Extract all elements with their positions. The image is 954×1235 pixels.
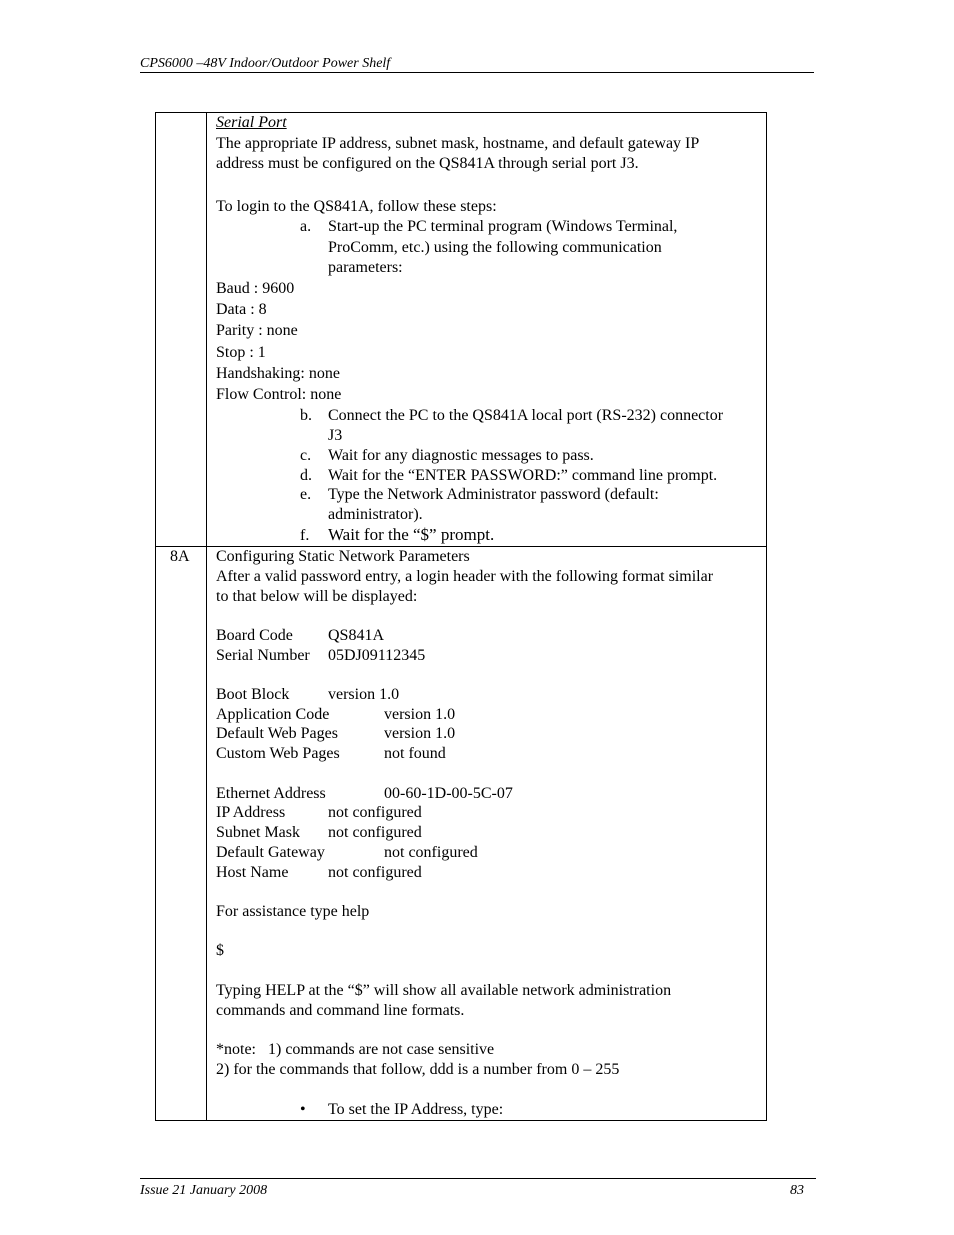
login-intro: To login to the QS841A, follow these steps: (216, 198, 497, 215)
static-network-heading: Configuring Static Network Parameters (216, 548, 470, 565)
table-border-right (766, 112, 767, 1121)
subnet-mask-value: not configured (328, 824, 422, 841)
footer-issue: Issue 21 January 2008 (140, 1183, 268, 1198)
default-web-pages-label: Default Web Pages (216, 725, 338, 742)
bullet-icon: • (300, 1101, 306, 1118)
header-rule (140, 72, 814, 73)
table-border-left (155, 112, 156, 1121)
serial-number-value: 05DJ09112345 (328, 647, 426, 664)
host-name-value: not configured (328, 864, 422, 881)
bullet-text: To set the IP Address, type: (328, 1101, 504, 1118)
step-f-text: Wait for the “$” prompt. (328, 525, 495, 544)
step-d-marker: d. (300, 467, 312, 484)
step-e-line-2: administrator). (328, 506, 423, 523)
assistance-text: For assistance type help (216, 903, 370, 920)
table-column-divider (206, 112, 207, 1121)
host-name-label: Host Name (216, 864, 289, 881)
step-a-line-3: parameters: (328, 259, 403, 276)
param-flow-control: Flow Control: none (216, 386, 342, 403)
ip-address-value: not configured (328, 804, 422, 821)
step-b-line-1: Connect the PC to the QS841A local port (RS-232) connector (328, 407, 724, 424)
note-line-2: 2) for the commands that follow, ddd is a number from 0 – 255 (216, 1061, 620, 1078)
instruction-table (155, 112, 767, 1121)
custom-web-pages-label: Custom Web Pages (216, 745, 340, 762)
step-d-text: Wait for the “ENTER PASSWORD:” command line prompt. (328, 467, 718, 484)
row-label-8a: 8A (170, 548, 190, 565)
footer-rule (140, 1178, 816, 1179)
step-b-marker: b. (300, 407, 312, 424)
param-data: Data : 8 (216, 301, 267, 318)
serial-port-heading: Serial Port (216, 114, 287, 131)
help-line-1: Typing HELP at the “$” will show all available network administration (216, 982, 672, 999)
help-line-2: commands and command line formats. (216, 1002, 465, 1019)
ethernet-address-label: Ethernet Address (216, 785, 326, 802)
step-a-line-2: ProComm, etc.) using the following communication (328, 239, 662, 256)
serial-number-label: Serial Number (216, 647, 310, 664)
step-a-line-1: Start-up the PC terminal program (Windows Terminal, (328, 218, 678, 235)
footer-page-number: 83 (790, 1183, 804, 1198)
step-e-marker: e. (300, 486, 312, 503)
step-e-line-1: Type the Network Administrator password (default: (328, 486, 659, 503)
board-code-label: Board Code (216, 627, 293, 644)
default-web-pages-value: version 1.0 (384, 725, 456, 742)
default-gateway-label: Default Gateway (216, 844, 325, 861)
param-stop: Stop : 1 (216, 344, 266, 361)
param-handshaking: Handshaking: none (216, 365, 340, 382)
step-c-text: Wait for any diagnostic messages to pass. (328, 447, 594, 464)
custom-web-pages-value: not found (384, 745, 446, 762)
param-baud: Baud : 9600 (216, 280, 295, 297)
table-border-bottom (155, 1120, 767, 1121)
row2-intro-line-2: to that below will be displayed: (216, 588, 418, 605)
ethernet-address-value: 00-60-1D-00-5C-07 (384, 785, 513, 802)
param-parity: Parity : none (216, 322, 298, 339)
header-title: CPS6000 –48V Indoor/Outdoor Power Shelf (140, 56, 391, 71)
step-c-marker: c. (300, 447, 312, 464)
step-a-marker: a. (300, 218, 312, 235)
default-gateway-value: not configured (384, 844, 478, 861)
application-code-label: Application Code (216, 706, 330, 723)
boot-block-label: Boot Block (216, 686, 290, 703)
step-f-marker: f. (300, 527, 310, 544)
serial-intro-line-2: address must be configured on the QS841A through serial port J3. (216, 155, 639, 172)
note-line-1: *note: 1) commands are not case sensitive (216, 1041, 495, 1058)
subnet-mask-label: Subnet Mask (216, 824, 300, 841)
boot-block-value: version 1.0 (328, 686, 400, 703)
board-code-value: QS841A (328, 627, 385, 644)
step-b-line-2: J3 (328, 427, 343, 444)
serial-intro-line-1: The appropriate IP address, subnet mask, hostname, and default gateway IP (216, 135, 700, 152)
command-prompt: $ (216, 942, 224, 959)
application-code-value: version 1.0 (384, 706, 456, 723)
ip-address-label: IP Address (216, 804, 286, 821)
row2-intro-line-1: After a valid password entry, a login header with the following format similar (216, 568, 714, 585)
